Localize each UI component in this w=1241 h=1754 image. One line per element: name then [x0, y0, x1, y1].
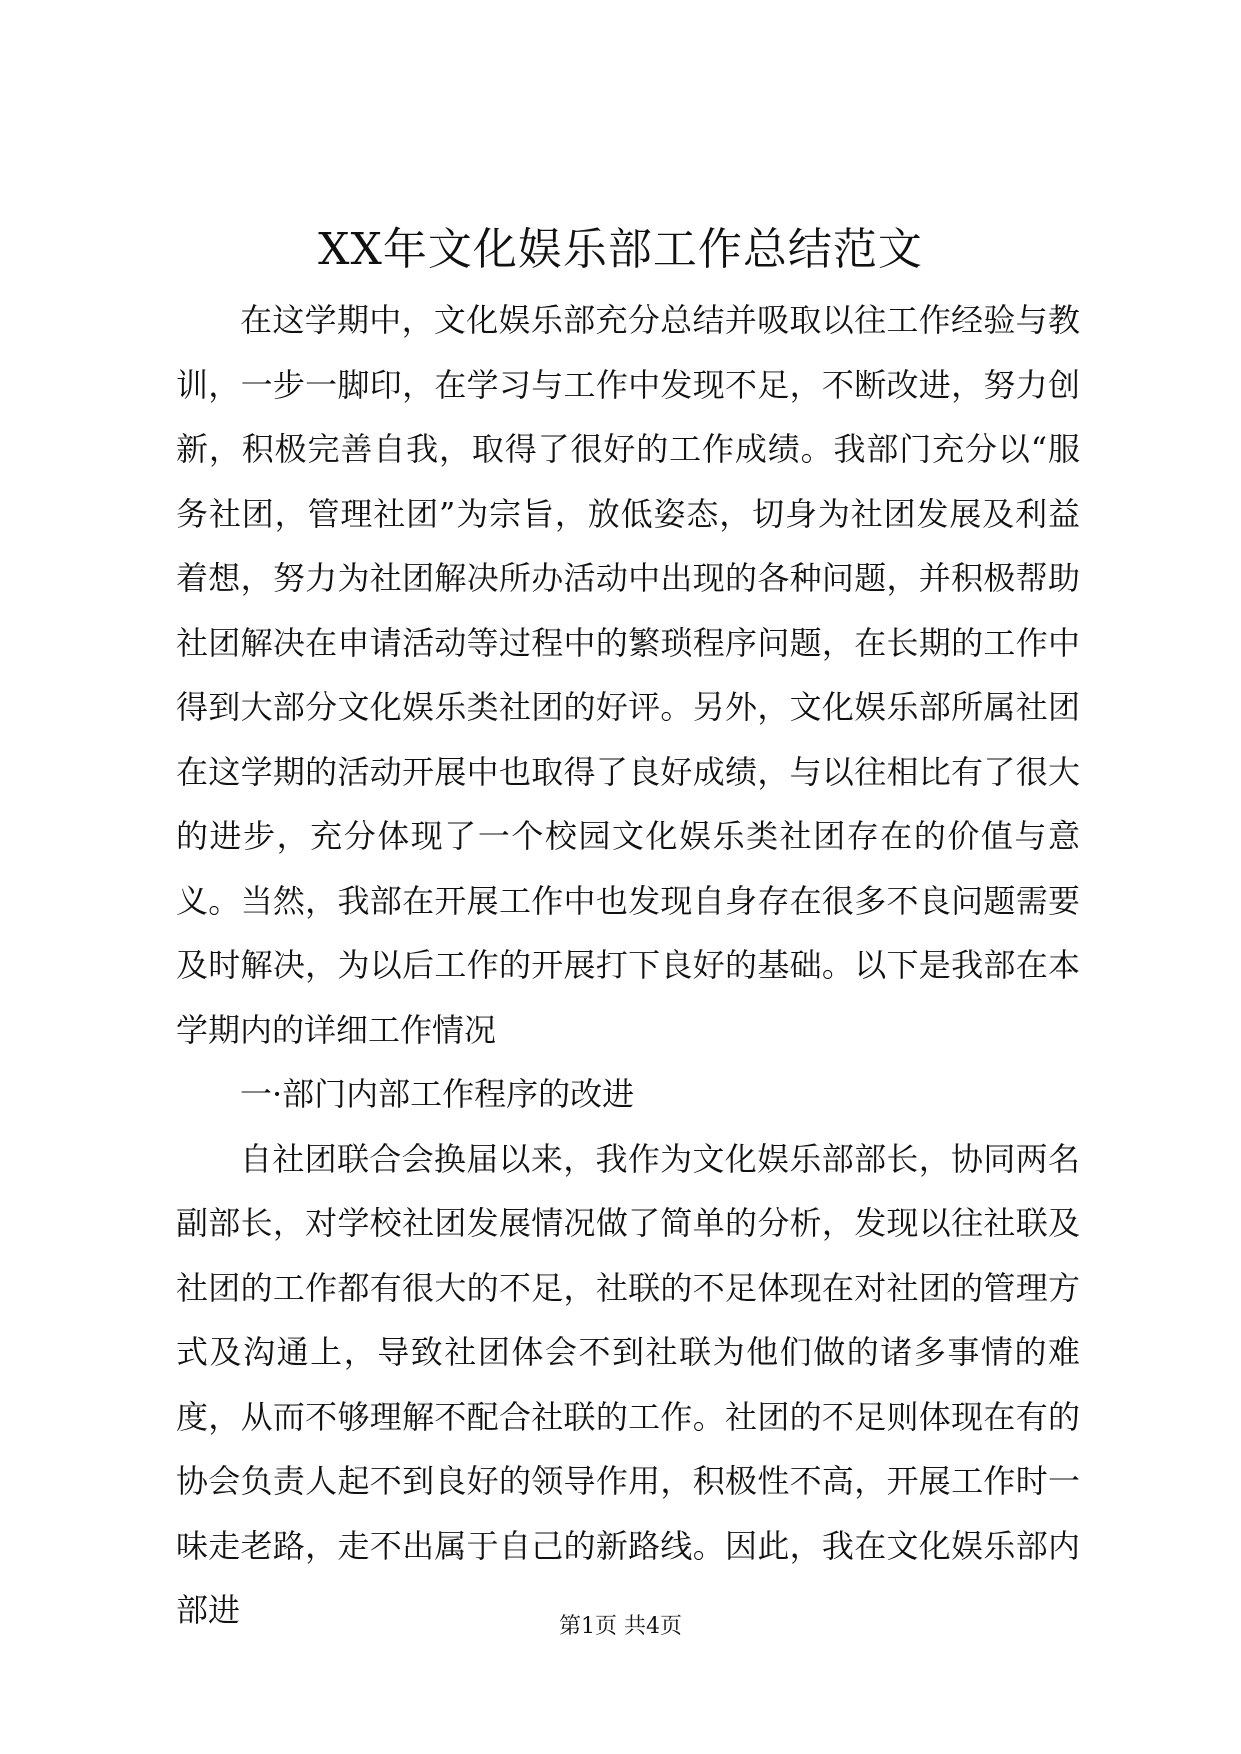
document-title: XX年文化娱乐部工作总结范文 [318, 224, 923, 275]
document-body [176, 288, 1080, 1643]
page-footer: 第1页 共4页 [559, 1614, 682, 1639]
section-heading: 一·部门内部工作程序的改进 [240, 1075, 635, 1113]
paragraph-intro: 在这学期中，文化娱乐部充分总结并吸取以往工作经验与教训，一步一脚印，在学习与工作中发现不足，不断改进，努力创新，积极完善自我，取得了很好的工作成绩。我部门充分以“服务社团，管理社团”为宗旨，放低姿态，切身为社团发展及利益着想，努力为社团解决所办活动中出现的各种问题，并积极帮助社团解决在申请活动等过程中的繁琐程序问题，在长期的工作中得到大部分文化娱乐类社团的好评。另外，文化娱乐部所属社团在这学期的活动开展中也取得了良好成绩，与以往相比有了很大的进步，充分体现了一个校园文化娱乐类社团存在的价值与意义。当然，我部在开展工作中也发现自身存在很多不良问题需要及时解决，为以后工作的开展打下良好的基础。以下是我部在本学期内的详细工作情况 [176, 301, 1080, 1049]
paragraph-section-one: 自社团联合会换届以来，我作为文化娱乐部部长，协同两名副部长，对学校社团发展情况做了简单的分析，发现以往社联及社团的工作都有很大的不足，社联的不足体现在对社团的管理方式及沟通上，导致社团体会不到社联为他们做的诸多事情的难度，从而不够理解不配合社联的工作。社团的不足则体现在有的协会负责人起不到良好的领导作用，积极性不高，开展工作时一味走老路，走不出属于自己的新路线。因此，我在文化娱乐部内部进 [176, 1139, 1080, 1629]
